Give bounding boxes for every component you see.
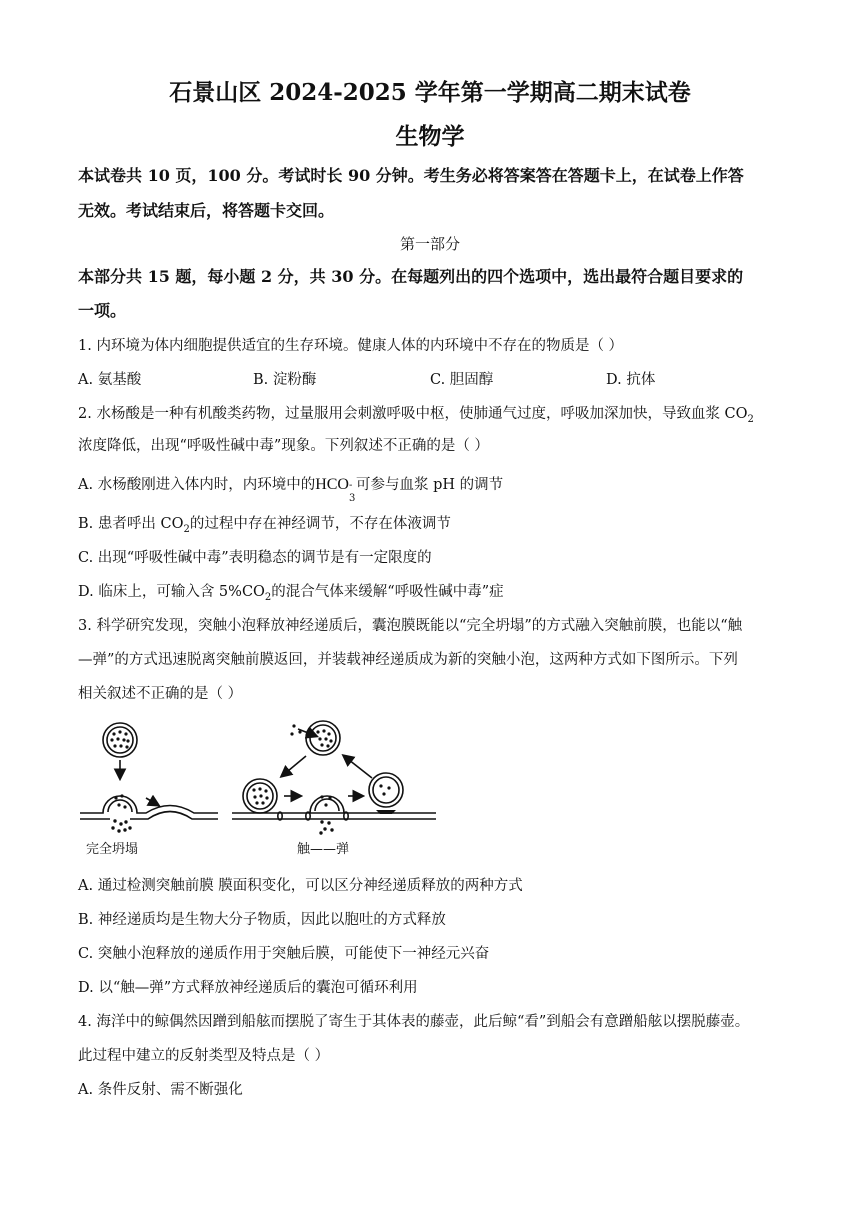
q3-option-a: A. 通过检测突触前膜 膜面积变化，可以区分神经递质释放的两种方式 <box>78 878 523 894</box>
kiss-and-run-diagram <box>232 721 436 835</box>
intro-line-1: 本试卷共 10 页，100 分。考试时长 90 分钟。考生务必将答案答在答题卡上，在试卷上作答 <box>78 166 744 185</box>
q3-option-c: C. 突触小泡释放的递质作用于突触后膜，可能使下一神经元兴奋 <box>78 946 490 962</box>
part-heading: 第一部分 <box>399 235 460 253</box>
subject-title: 生物学 <box>395 123 465 150</box>
q2-option-a: A. 水杨酸刚进入体内时，内环境中的HCO - 3 可参与血浆 pH 的调节 <box>78 476 504 504</box>
exam-title: 石景山区 2024-2025 学年第一学期高二期末试卷 <box>169 79 691 106</box>
q2-option-c: C. 出现“呼吸性碱中毒”表明稳态的调节是有一定限度的 <box>78 550 432 566</box>
q1-option-b: B. 淀粉酶 <box>253 372 317 388</box>
q4-stem-1: 4. 海洋中的鲸偶然因蹭到船舷而摆脱了寄生于其体表的藤壶，此后鲸“看”到船会有意蹭船舷以摆脱藤壶。 <box>78 1014 750 1030</box>
part-desc-2: 一项。 <box>78 301 127 320</box>
q3-option-b: B. 神经递质均是生物大分子物质，因此以胞吐的方式释放 <box>78 912 446 928</box>
q2-stem-1: 2. 水杨酸是一种有机酸类药物，过量服用会刺激呼吸中枢，使肺通气过度，呼吸加深加快，导致血浆 $CO_2$ <box>78 406 754 425</box>
q4-option-a: A. 条件反射、需不断强化 <box>78 1082 243 1098</box>
figure-label-kiss-and-run: 触——弹 <box>297 842 350 857</box>
part-desc-1: 本部分共 15 题，每小题 2 分，共 30 分。在每题列出的四个选项中，选出最符合题目要求的 <box>78 267 744 286</box>
q1-option-c: C. 胆固醇 <box>430 372 494 388</box>
q1-option-a: A. 氨基酸 <box>78 372 142 388</box>
full-collapse-diagram <box>80 723 218 833</box>
q2-option-b: B. 患者呼出 $CO_2$的过程中存在神经调节，不存在体液调节 <box>78 516 451 535</box>
q4-stem-2: 此过程中建立的反射类型及特点是（ ） <box>78 1048 330 1064</box>
q3-stem-2: —弹”的方式迅速脱离突触前膜返回，并装载神经递质成为新的突触小泡，这两种方式如下图所示。下列 <box>78 652 738 668</box>
q2-option-d: D. 临床上，可输入含 $5\%CO_2$的混合气体来缓解“呼吸性碱中毒”症 <box>78 584 504 603</box>
q1-option-d: D. 抗体 <box>606 372 656 388</box>
q1-stem: 1. 内环境为体内细胞提供适宜的生存环境。健康人体的内环境中不存在的物质是（ ） <box>78 338 624 354</box>
q3-option-d: D. 以“触—弹”方式释放神经递质后的囊泡可循环利用 <box>78 980 418 996</box>
q3-stem-1: 3. 科学研究发现，突触小泡释放神经递质后，囊泡膜既能以“完全坍塌”的方式融入突触前膜，也能以“触 <box>78 618 743 634</box>
intro-line-2: 无效。考试结束后，将答题卡交回。 <box>78 201 335 220</box>
q2-stem-2: 浓度降低，出现“呼吸性碱中毒”现象。下列叙述不正确的是（ ） <box>78 438 489 454</box>
figure-label-full-collapse: 完全坍塌 <box>86 842 139 857</box>
q3-stem-3: 相关叙述不正确的是（ ） <box>78 686 243 702</box>
